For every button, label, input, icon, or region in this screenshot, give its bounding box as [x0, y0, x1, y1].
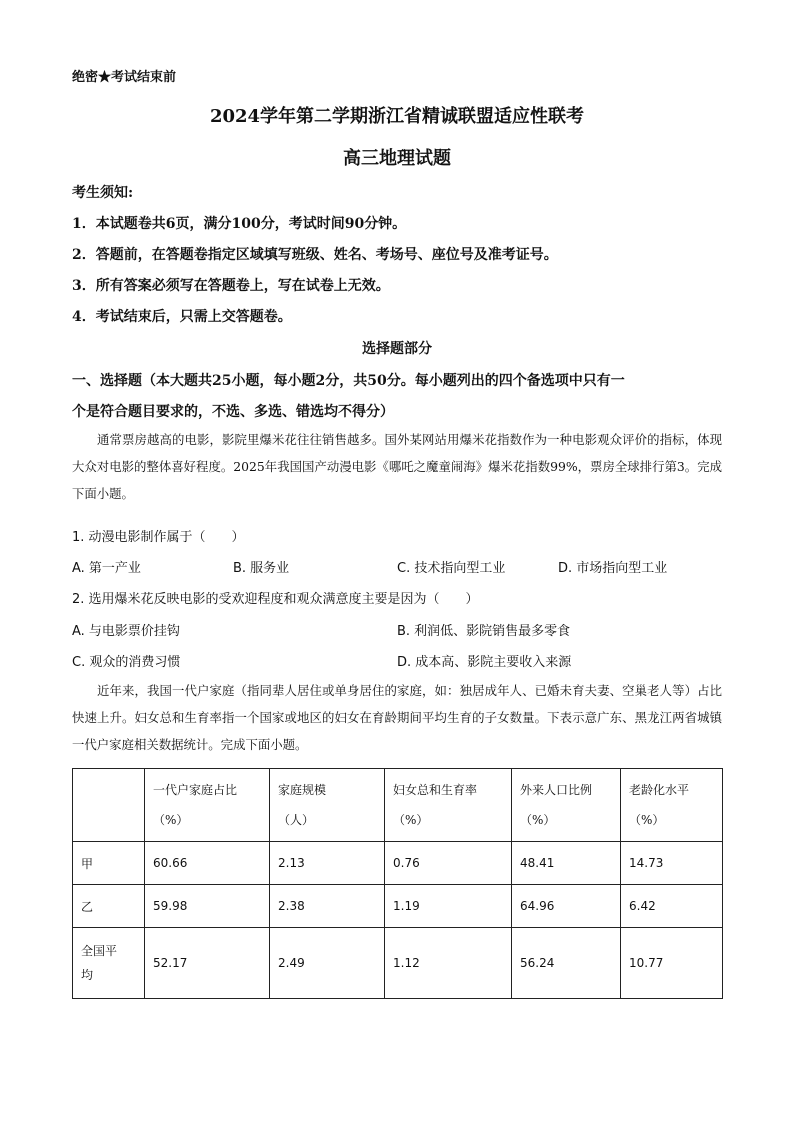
table-header-cell: 老龄化水平 （%） [621, 769, 723, 842]
section-title: 选择题部分 [362, 341, 432, 357]
table-cell: 14.73 [621, 842, 723, 885]
notice-heading: 考生须知: [72, 185, 134, 201]
table-header-cell: 外来人口比例 （%） [512, 769, 621, 842]
table-cell: 48.41 [512, 842, 621, 885]
confidential-label: 绝密★考试结束前 [72, 70, 177, 85]
table-header-cell [73, 769, 145, 842]
section-instruction: 一、选择题（本大题共25小题，每小题2分，共50分。每小题列出的四个备选项中只有一 [72, 373, 625, 389]
question-2-option-b[interactable]: B. 利润低、影院销售最多零食 [397, 624, 571, 639]
notice-item: 1．本试题卷共6页，满分100分，考试时间90分钟。 [72, 216, 407, 232]
question-2-stem: 2. 选用爆米花反映电影的受欢迎程度和观众满意度主要是因为（ ） [72, 592, 479, 607]
table-cell: 59.98 [145, 885, 270, 928]
table-row [73, 885, 723, 928]
table-cell: 10.77 [621, 928, 723, 999]
table-cell: 2.13 [270, 842, 385, 885]
table-cell: 0.76 [385, 842, 512, 885]
question-1-option-c[interactable]: C. 技术指向型工业 [397, 561, 506, 576]
passage-1: 通常票房越高的电影，影院里爆米花往往销售越多。国外某网站用爆米花指数作为一种电影观众评价的指标，体现大众对电影的整体喜好程度。2025年我国国产动漫电影《哪吒之魔童闹海》爆米花指数99%，票房全球排行第3。完成下面小题。 [72, 432, 722, 501]
table-row [73, 842, 723, 885]
question-1-option-a[interactable]: A. 第一产业 [72, 561, 141, 576]
exam-subtitle: 高三地理试题 [343, 148, 451, 169]
notice-item: 3．所有答案必须写在答题卷上，写在试卷上无效。 [72, 278, 390, 294]
section-instruction: 个是符合题目要求的，不选、多选、错选均不得分） [72, 404, 394, 420]
question-2-option-d[interactable]: D. 成本高、影院主要收入来源 [397, 655, 572, 670]
table-cell: 1.19 [385, 885, 512, 928]
table-cell: 2.49 [270, 928, 385, 999]
table-cell: 1.12 [385, 928, 512, 999]
passage-2: 近年来，我国一代户家庭（指同辈人居住或单身居住的家庭，如：独居成年人、已婚未育夫妻、空巢老人等）占比快速上升。妇女总和生育率指一个国家或地区的妇女在育龄期间平均生育的子女数量。下表示意广东、黑龙江两省城镇一代户家庭相关数据统计。完成下面小题。 [72, 683, 722, 752]
question-2-option-a[interactable]: A. 与电影票价挂钩 [72, 624, 180, 639]
row-label: 乙 [73, 885, 145, 928]
table-header-cell: 一代户家庭占比 （%） [145, 769, 270, 842]
table-cell: 64.96 [512, 885, 621, 928]
table-cell: 2.38 [270, 885, 385, 928]
row-label: 甲 [73, 842, 145, 885]
table-header-cell: 家庭规模 （人） [270, 769, 385, 842]
notice-item: 4．考试结束后，只需上交答题卷。 [72, 309, 292, 325]
table-header-row [73, 769, 723, 842]
question-1-option-d[interactable]: D. 市场指向型工业 [558, 561, 668, 576]
table-cell: 6.42 [621, 885, 723, 928]
table-cell: 60.66 [145, 842, 270, 885]
question-1-option-b[interactable]: B. 服务业 [233, 561, 290, 576]
table-header-cell: 妇女总和生育率 （%） [385, 769, 512, 842]
household-data-table [72, 768, 723, 999]
row-label: 全国平 均 [73, 928, 145, 999]
exam-title: 2024学年第二学期浙江省精诚联盟适应性联考 [209, 106, 585, 127]
table-row [73, 928, 723, 999]
table-cell: 52.17 [145, 928, 270, 999]
notice-item: 2．答题前，在答题卷指定区域填写班级、姓名、考场号、座位号及准考证号。 [72, 247, 558, 263]
question-2-option-c[interactable]: C. 观众的消费习惯 [72, 655, 181, 670]
table-cell: 56.24 [512, 928, 621, 999]
question-1-stem: 1. 动漫电影制作属于（ ） [72, 530, 245, 545]
